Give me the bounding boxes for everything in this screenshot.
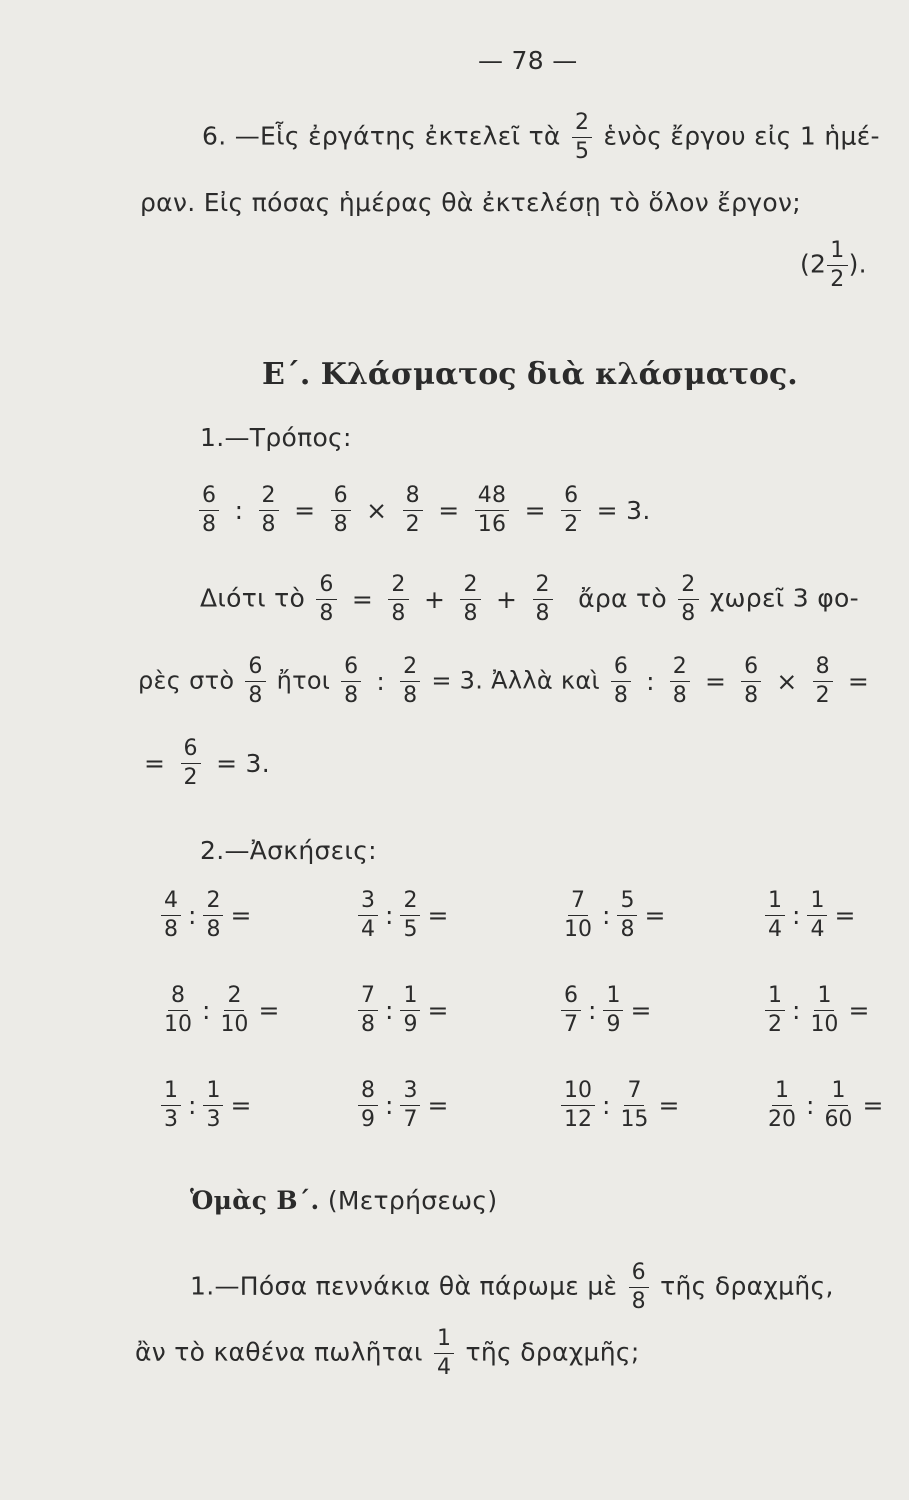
problem-6-line-2: ραν. Εἰς πόσας ἡμέρας θὰ ἐκτελέσῃ τὸ ὅλον ἔργον; [140, 188, 801, 217]
exercise-item: $\frac{7}{10}$ : $\frac{5}{8}$ = [564, 888, 666, 942]
problem-b1-line-2: ἂν τὸ καθένα πωλῆται $\frac{1}{4}$ τῆς δραχμῆς; [135, 1326, 640, 1380]
exercise-item: $\frac{1}{3}$ : $\frac{1}{3}$ = [158, 1080, 255, 1131]
exercise-item: $\frac{3}{4}$ : $\frac{2}{5}$ = [355, 890, 452, 941]
fraction: $\frac{2}{5}$ [572, 112, 592, 163]
exercise-item: $\frac{4}{8}$ : $\frac{2}{8}$ = [158, 890, 255, 941]
equation-3: ρὲς στὸ $\frac{6}{8}$ ἤτοι $\frac{6}{8}$ : $\frac{2}{8}$ = 3. Ἀλλὰ καὶ $\frac{6}{8}$ : $\frac{2}{8}$ = $\frac{6}{8}$ × $\frac{8}{2}$ = [138, 654, 870, 708]
method-label: 1.—Τρόπος: [200, 423, 352, 452]
group-b-heading: Ὁμὰς Β΄. (Μετρήσεως) [190, 1186, 498, 1215]
page-number: — 78 — [478, 46, 578, 75]
exercise-item: $\frac{1}{2}$ : $\frac{1}{10}$ = [762, 985, 873, 1036]
equation-2: Διότι τὸ $\frac{6}{8}$ = $\frac{2}{8}$ + $\frac{2}{8}$ + $\frac{2}{8}$ ἄρα τὸ $\frac{2}{8}$ χωρεῖ 3 φο- [200, 572, 859, 626]
exercise-item: $\frac{8}{10}$ : $\frac{2}{10}$ = [164, 983, 280, 1037]
exercise-item: $\frac{1}{4}$ : $\frac{1}{4}$ = [762, 890, 859, 941]
section-heading: Ε΄. Κλάσματος διὰ κλάσματος. [262, 357, 798, 392]
exercise-item: $\frac{7}{8}$ : $\frac{1}{9}$ = [355, 985, 452, 1036]
exercise-item: $\frac{10}{12}$ : $\frac{7}{15}$ = [558, 1080, 683, 1131]
equation-4: = $\frac{6}{2}$ = 3. [144, 736, 271, 790]
problem-6-answer: (2 $\frac{1}{2}$ ). [800, 238, 867, 292]
problem-b1-line-1: 1.—Πόσα πεννάκια θὰ πάρωμε μὲ $\frac{6}{8}$ τῆς δραχμῆς, [190, 1260, 834, 1314]
exercises-label: 2.—Ἀσκήσεις: [200, 836, 377, 865]
exercise-item: $\frac{6}{7}$ : $\frac{1}{9}$ = [558, 985, 655, 1036]
exercise-item: $\frac{8}{9}$ : $\frac{3}{7}$ = [355, 1080, 452, 1131]
problem-6-line-1: 6. —Εἷς ἐργάτης ἐκτελεῖ τὰ $\frac{2}{5}$ ἑνὸς ἔργου εἰς 1 ἡμέ- [202, 110, 880, 164]
exercise-item: $\frac{1}{20}$ : $\frac{1}{60}$ = [768, 1078, 884, 1132]
equation-1: $\frac{6}{8}$ : $\frac{2}{8}$ = $\frac{6}{8}$ × $\frac{8}{2}$ = $\frac{48}{16}$ = $\frac{6}{2}$ = 3. [196, 485, 655, 536]
